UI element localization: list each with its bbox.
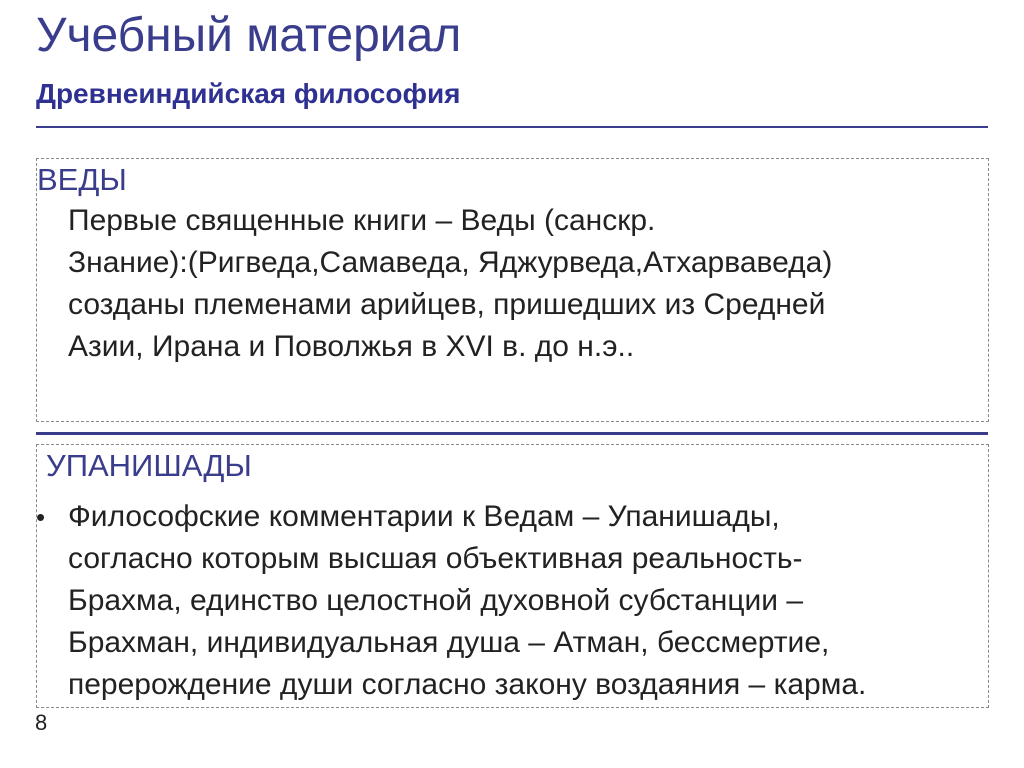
section-text-vedy: Первые священные книги – Веды (санскр. Знание):(Ригведа,Самаведа, Яджурведа,Атхарваведа) созданы племенами арийцев, пришедших из Средней Азии, Ирана и Поволжья в XVI в. до н.э..: [68, 204, 833, 363]
bullet-marker: •: [36, 502, 46, 532]
page-number: 8: [35, 710, 48, 735]
title-divider: [36, 126, 988, 128]
section-heading-upanishady: УПАНИШАДЫ: [46, 448, 252, 483]
section-text-upanishady: Философские комментарии к Ведам – Упанишады, согласно которым высшая объективная реальность- Брахма, единство целостной духовной субстанции – Брахман, индивидуальная душа – Атман, бессмертие, перерождение души согласно закону воздаяния – карма.: [68, 500, 867, 701]
slide-title: Учебный материал: [36, 9, 462, 62]
section-divider: [36, 432, 988, 435]
slide-subtitle: Древнеиндийская философия: [36, 78, 461, 109]
section-heading-vedy: ВЕДЫ: [37, 162, 127, 197]
